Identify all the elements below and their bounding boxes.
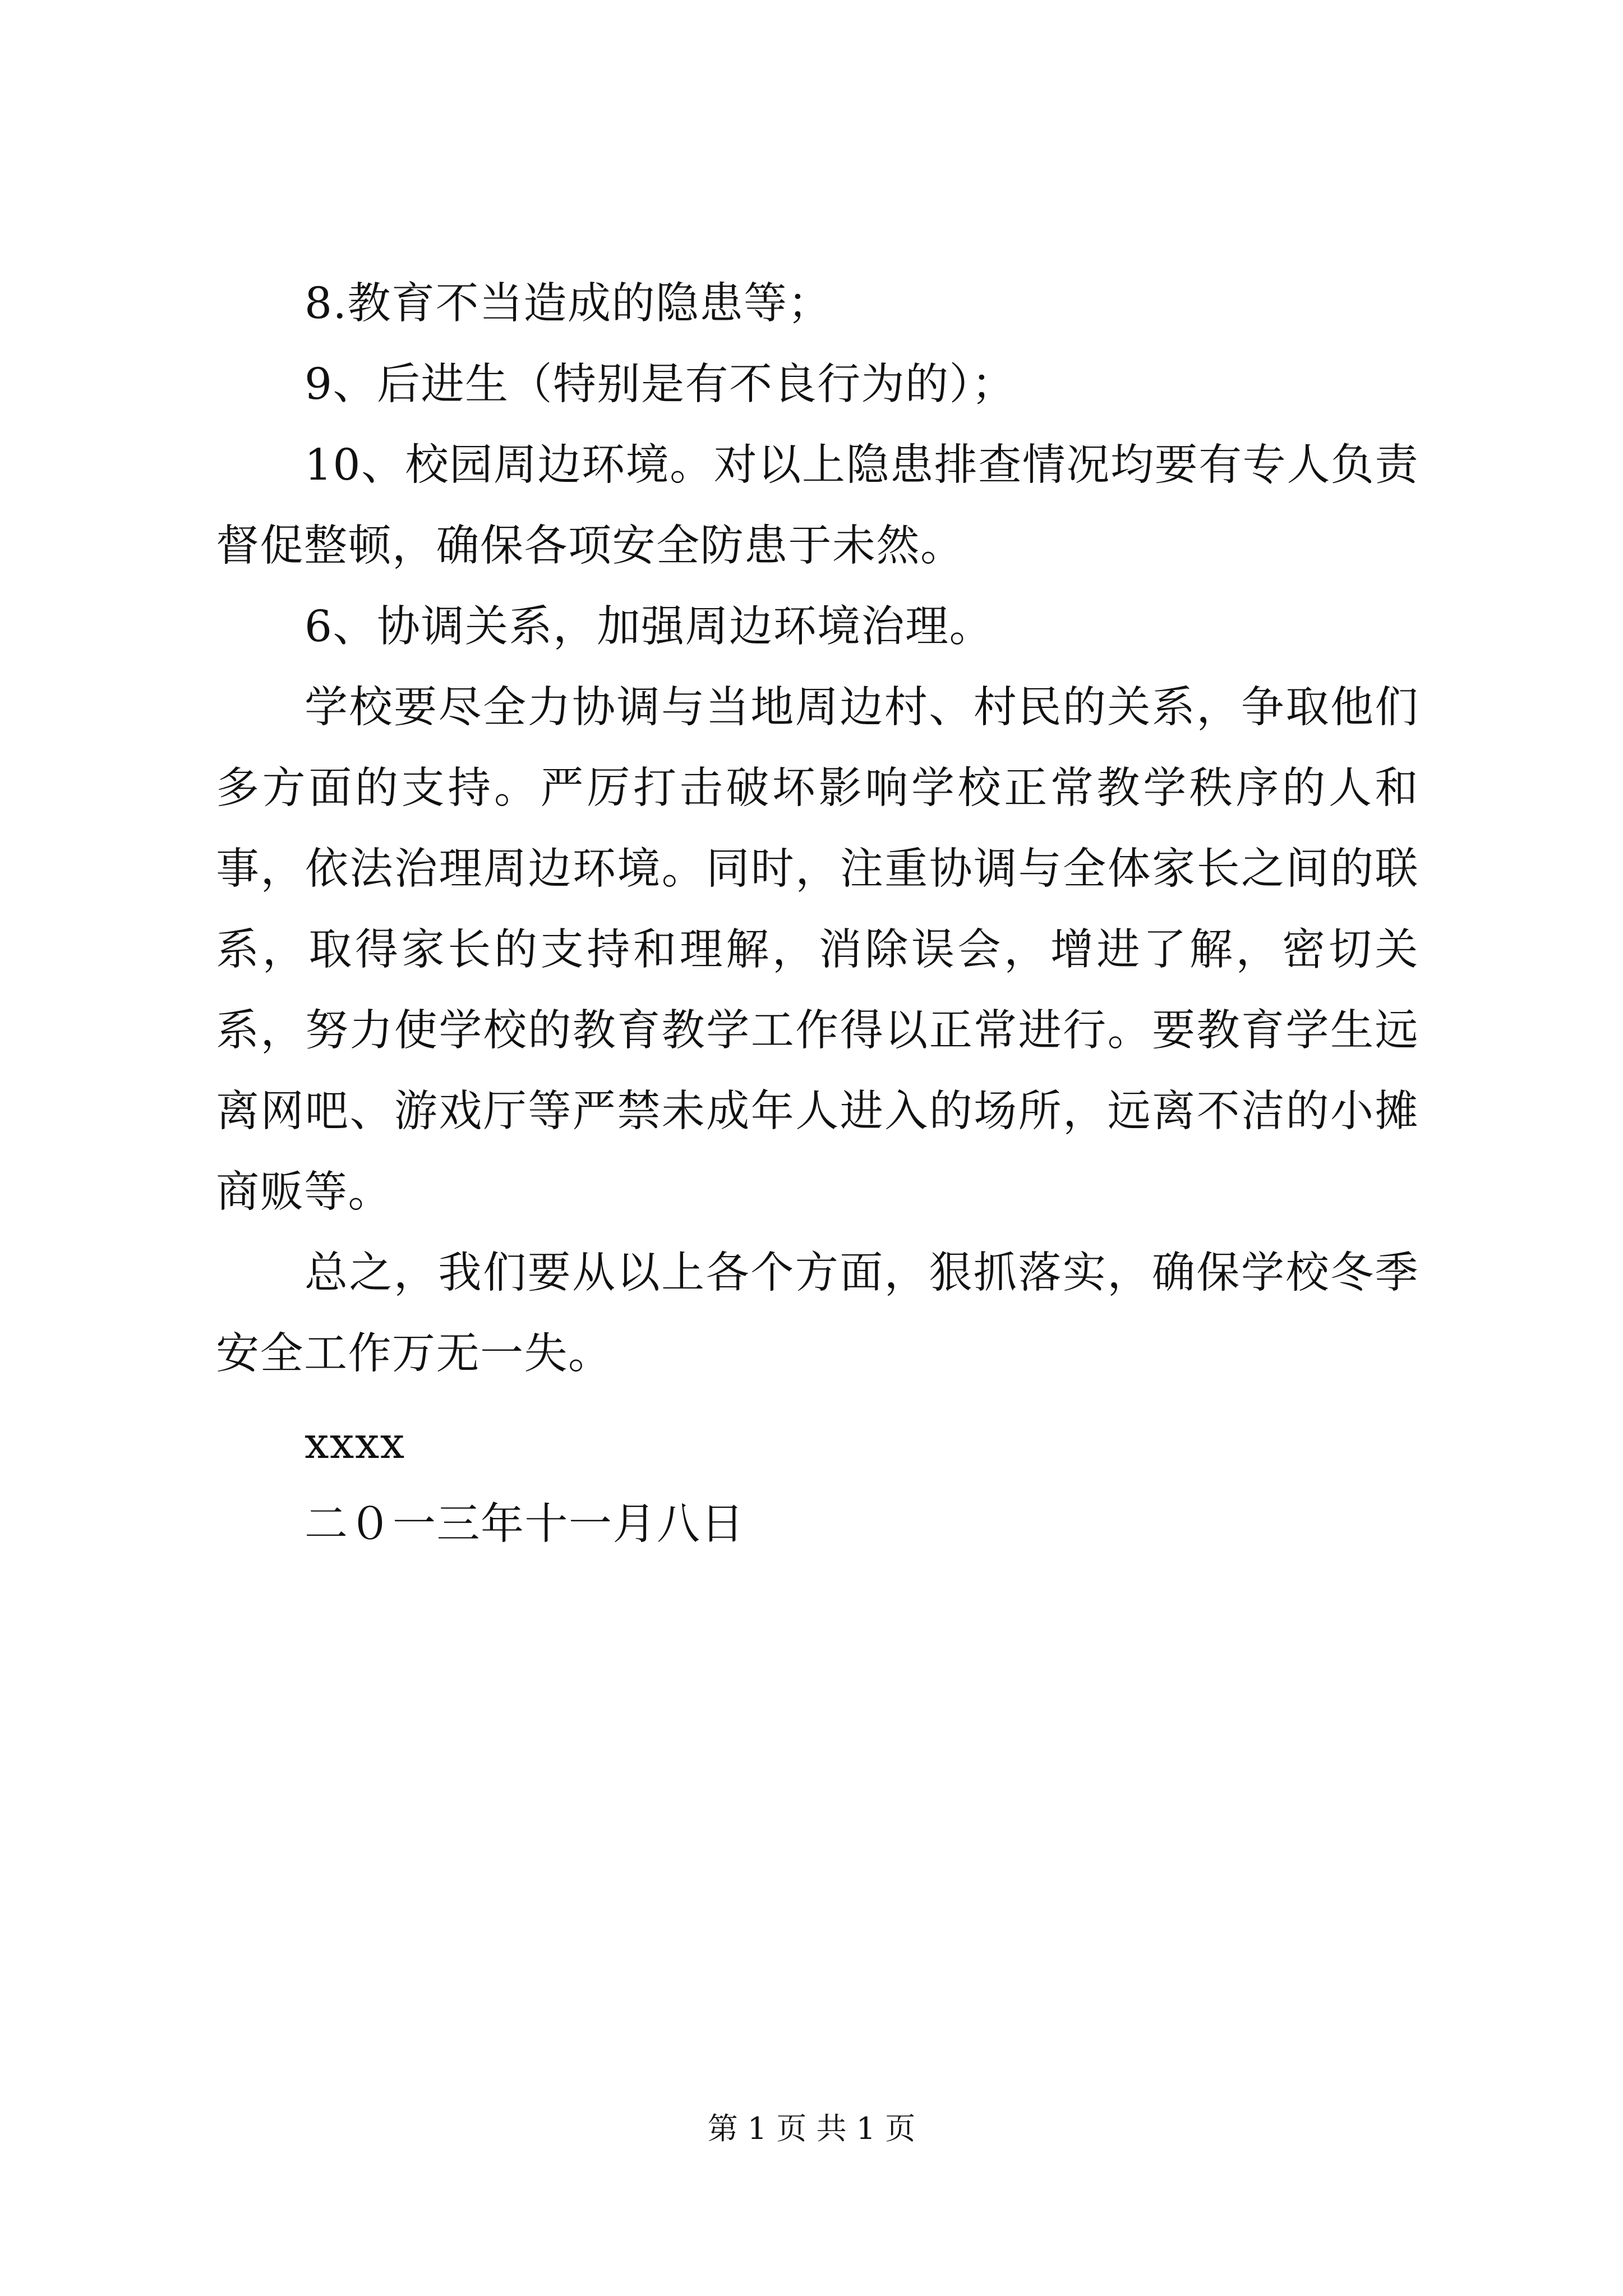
document-body [216,264,1419,1565]
paragraph-conclusion: 总之，我们要从以上各个方面，狠抓落实，确保学校冬季安全工作万无一失。 [216,1248,1419,1379]
paragraph-item-8: 8.教育不当造成的隐患等； [305,279,832,329]
paragraph-item-10: 10、校园周边环境。对以上隐患排查情况均要有专人负责督促整顿，确保各项安全防患于未然。 [216,440,1419,571]
document-date: 二０一三年十一月八日 [305,1499,745,1549]
paragraph-relations: 学校要尽全力协调与当地周边村、村民的关系，争取他们多方面的支持。严厉打击破坏影响学校正常教学秩序的人和事，依法治理周边环境。同时，注重协调与全体家长之间的联系，取得家长的支持和理解，消除误会，增进了解，密切关系，努力使学校的教育教学工作得以正常进行。要教育学生远离网吧、游戏厅等严禁未成年人进入的场所，远离不洁的小摊商贩等。 [216,683,1419,1217]
paragraph-item-9: 9、后进生（特别是有不良行为的）； [305,360,1016,409]
page-footer: 第 1 页 共 1 页 [707,2111,916,2146]
signature: xxxx [305,1419,405,1469]
section-heading-6: 6、协调关系，加强周边环境治理。 [305,602,993,652]
